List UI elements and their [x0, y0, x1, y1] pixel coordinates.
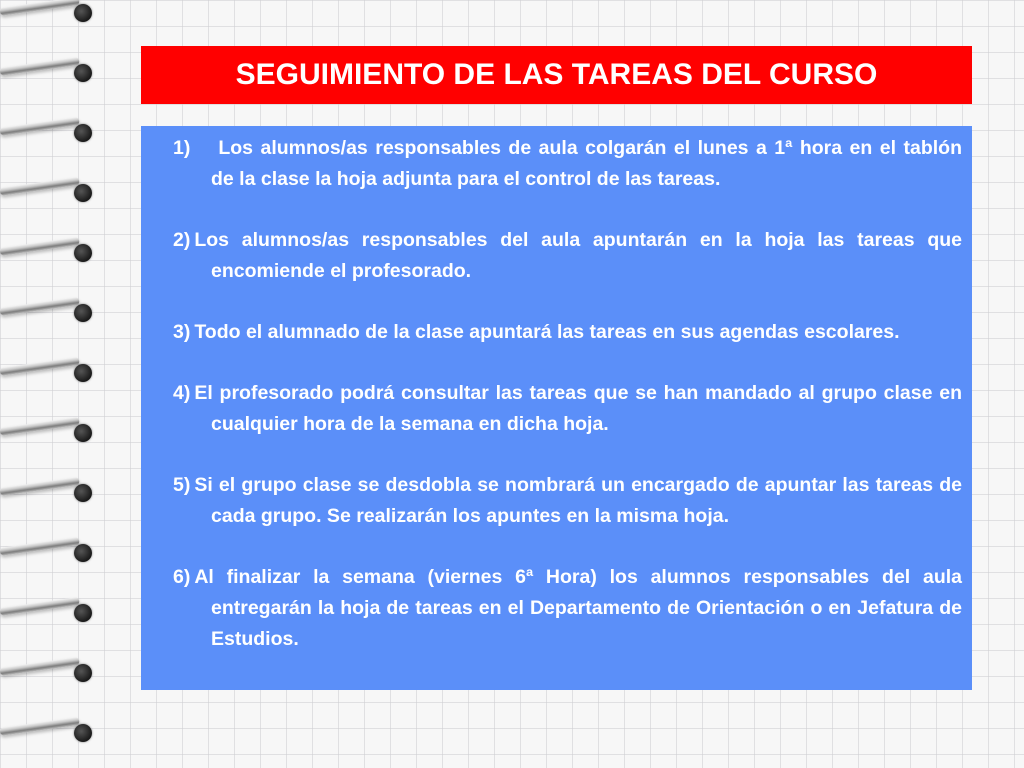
list-item: [173, 317, 962, 348]
binding-ring: [0, 62, 96, 82]
binding-ring: [0, 662, 96, 682]
item-number: 6): [173, 566, 191, 588]
binding-ring: [0, 122, 96, 142]
title-bar: [141, 46, 972, 104]
item-number: 5): [173, 474, 191, 496]
item-text: Los alumnos/as responsables de aula colgarán el lunes a 1ª hora en el tablón de la clase la hoja adjunta para el control de las tareas.: [211, 137, 962, 190]
item-number: 2): [173, 229, 191, 251]
item-text: Todo el alumnado de la clase apuntará las tareas en sus agendas escolares.: [194, 321, 900, 343]
binding-ring: [0, 362, 96, 382]
item-number: 1): [173, 137, 191, 159]
page-title: SEGUIMIENTO DE LAS TAREAS DEL CURSO: [235, 58, 878, 91]
list-item: [173, 562, 962, 655]
spiral-binding: [0, 0, 110, 768]
binding-ring: [0, 602, 96, 622]
binding-ring: [0, 422, 96, 442]
item-number: 3): [173, 321, 191, 343]
item-text: Si el grupo clase se desdobla se nombrará un encargado de apuntar las tareas de cada grupo. Se realizarán los apuntes en la misma hoja.: [194, 474, 962, 527]
rules-list: [141, 126, 972, 690]
binding-ring: [0, 482, 96, 502]
binding-ring: [0, 542, 96, 562]
list-item: [173, 470, 962, 532]
item-text: Los alumnos/as responsables del aula apuntarán en la hoja las tareas que encomiende el profesorado.: [194, 229, 962, 282]
binding-ring: [0, 2, 96, 22]
item-text: El profesorado podrá consultar las tareas que se han mandado al grupo clase en cualquier hora de la semana en dicha hoja.: [194, 382, 962, 435]
list-item: [173, 133, 962, 195]
binding-ring: [0, 182, 96, 202]
binding-ring: [0, 242, 96, 262]
list-item: [173, 225, 962, 287]
binding-ring: [0, 302, 96, 322]
item-text: Al finalizar la semana (viernes 6ª Hora) los alumnos responsables del aula entregarán la hoja de tareas en el Departamento de Orientación o en Jefatura de Estudios.: [194, 566, 962, 650]
item-number: 4): [173, 382, 191, 404]
binding-ring: [0, 722, 96, 742]
list-item: [173, 378, 962, 440]
